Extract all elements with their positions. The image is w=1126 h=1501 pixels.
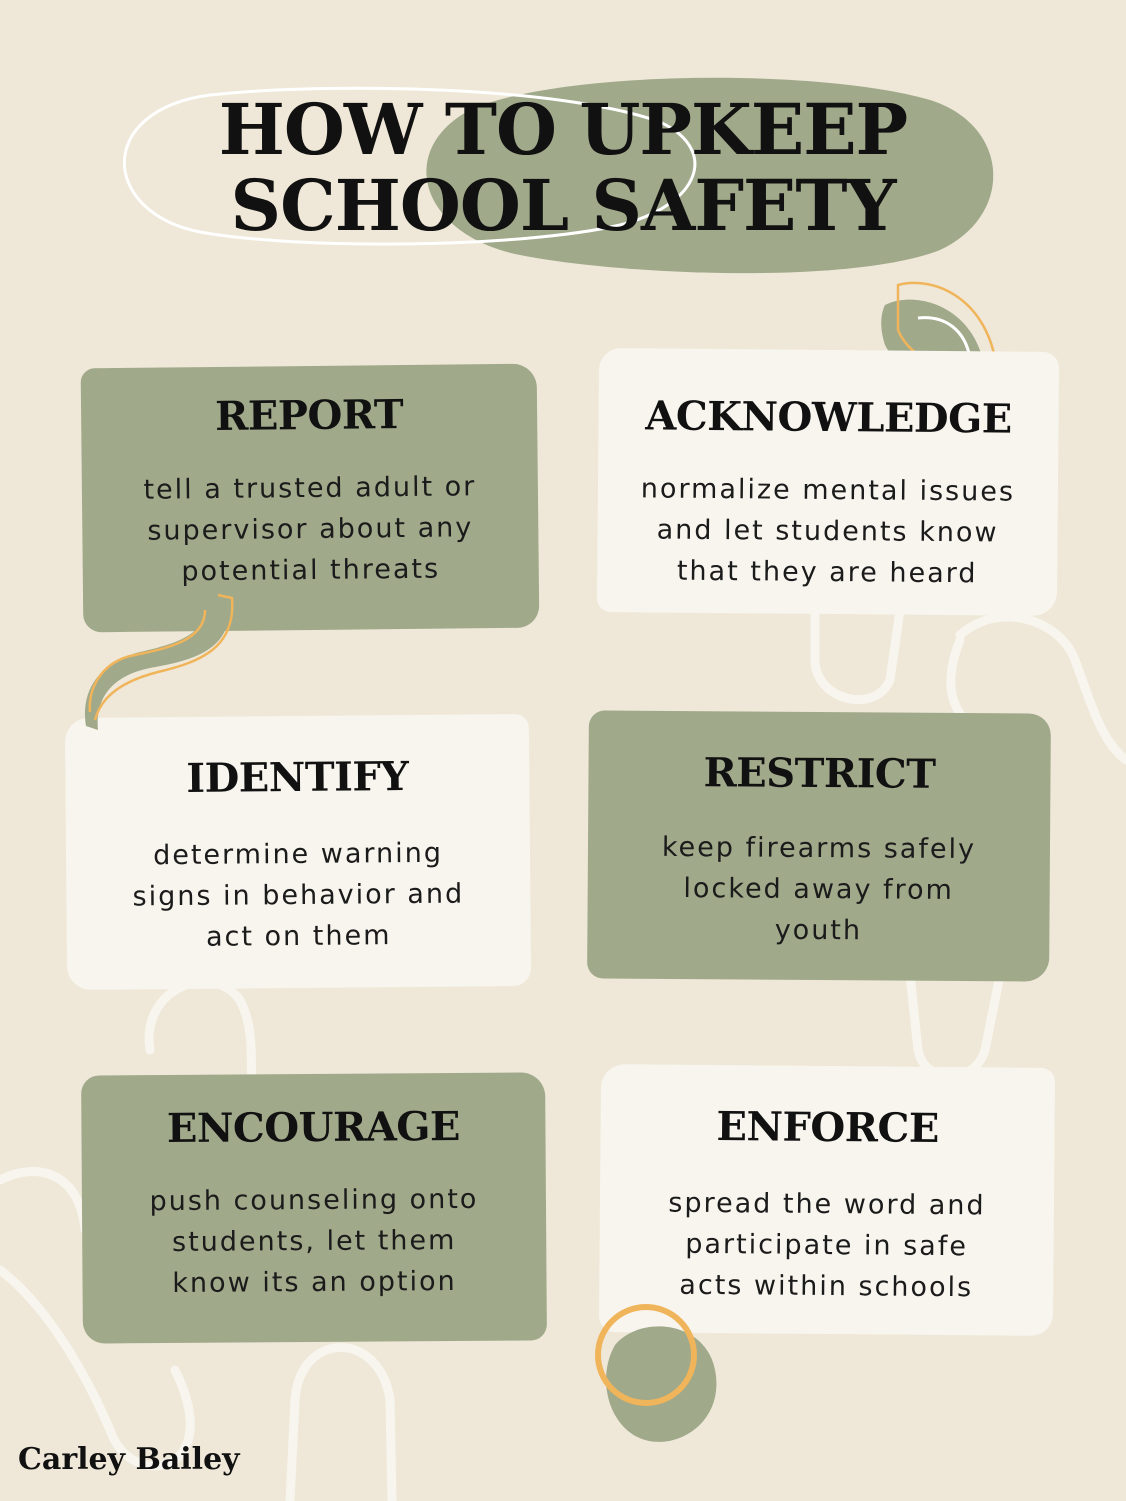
card-body-line: that they are heard bbox=[676, 555, 978, 590]
card-body bbox=[587, 826, 1050, 952]
card-body-line: keep firearms safely bbox=[661, 831, 977, 866]
card-body bbox=[599, 1182, 1054, 1309]
card-body-line: signs in behavior and bbox=[132, 878, 465, 913]
card-heading: ENFORCE bbox=[716, 1103, 940, 1152]
card-body-line: locked away from bbox=[683, 873, 955, 906]
card-body bbox=[66, 832, 531, 959]
card-body-line: and let students know bbox=[656, 514, 999, 549]
card-heading: ENCOURAGE bbox=[166, 1102, 461, 1153]
card-identify bbox=[65, 714, 531, 990]
card-heading: REPORT bbox=[214, 391, 404, 440]
card-body bbox=[597, 468, 1058, 595]
card-body-line: act on them bbox=[205, 920, 392, 953]
card-body-line: know its an option bbox=[172, 1266, 457, 1299]
card-encourage bbox=[81, 1072, 547, 1343]
card-body bbox=[82, 1178, 547, 1304]
card-body-line: acts within schools bbox=[679, 1269, 974, 1304]
card-body-line: participate in safe bbox=[685, 1228, 969, 1263]
card-body-line: youth bbox=[774, 914, 863, 947]
card-heading: IDENTIFY bbox=[186, 753, 409, 802]
card-body-line: tell a trusted adult or bbox=[143, 471, 477, 506]
title-line-1: HOW TO UPKEEP bbox=[218, 88, 908, 171]
card-body-line: push counseling onto bbox=[149, 1183, 479, 1218]
card-report bbox=[81, 364, 540, 633]
card-body-line: determine warning bbox=[152, 837, 444, 872]
title-line-2: SCHOOL SAFETY bbox=[230, 164, 896, 247]
card-body-line: normalize mental issues bbox=[640, 473, 1016, 508]
page-title bbox=[0, 88, 1126, 247]
card-body-line: supervisor about any bbox=[147, 512, 474, 547]
card-body bbox=[82, 466, 539, 594]
card-body-line: students, let them bbox=[171, 1225, 457, 1258]
card-body-line: spread the word and bbox=[668, 1187, 986, 1222]
author-name: Carley Bailey bbox=[18, 1442, 240, 1477]
card-heading: ACKNOWLEDGE bbox=[645, 392, 1012, 443]
card-enforce bbox=[599, 1064, 1055, 1336]
card-acknowledge bbox=[597, 348, 1059, 616]
card-body-line: potential threats bbox=[181, 553, 441, 588]
card-restrict bbox=[587, 710, 1051, 981]
card-heading: RESTRICT bbox=[703, 749, 936, 798]
